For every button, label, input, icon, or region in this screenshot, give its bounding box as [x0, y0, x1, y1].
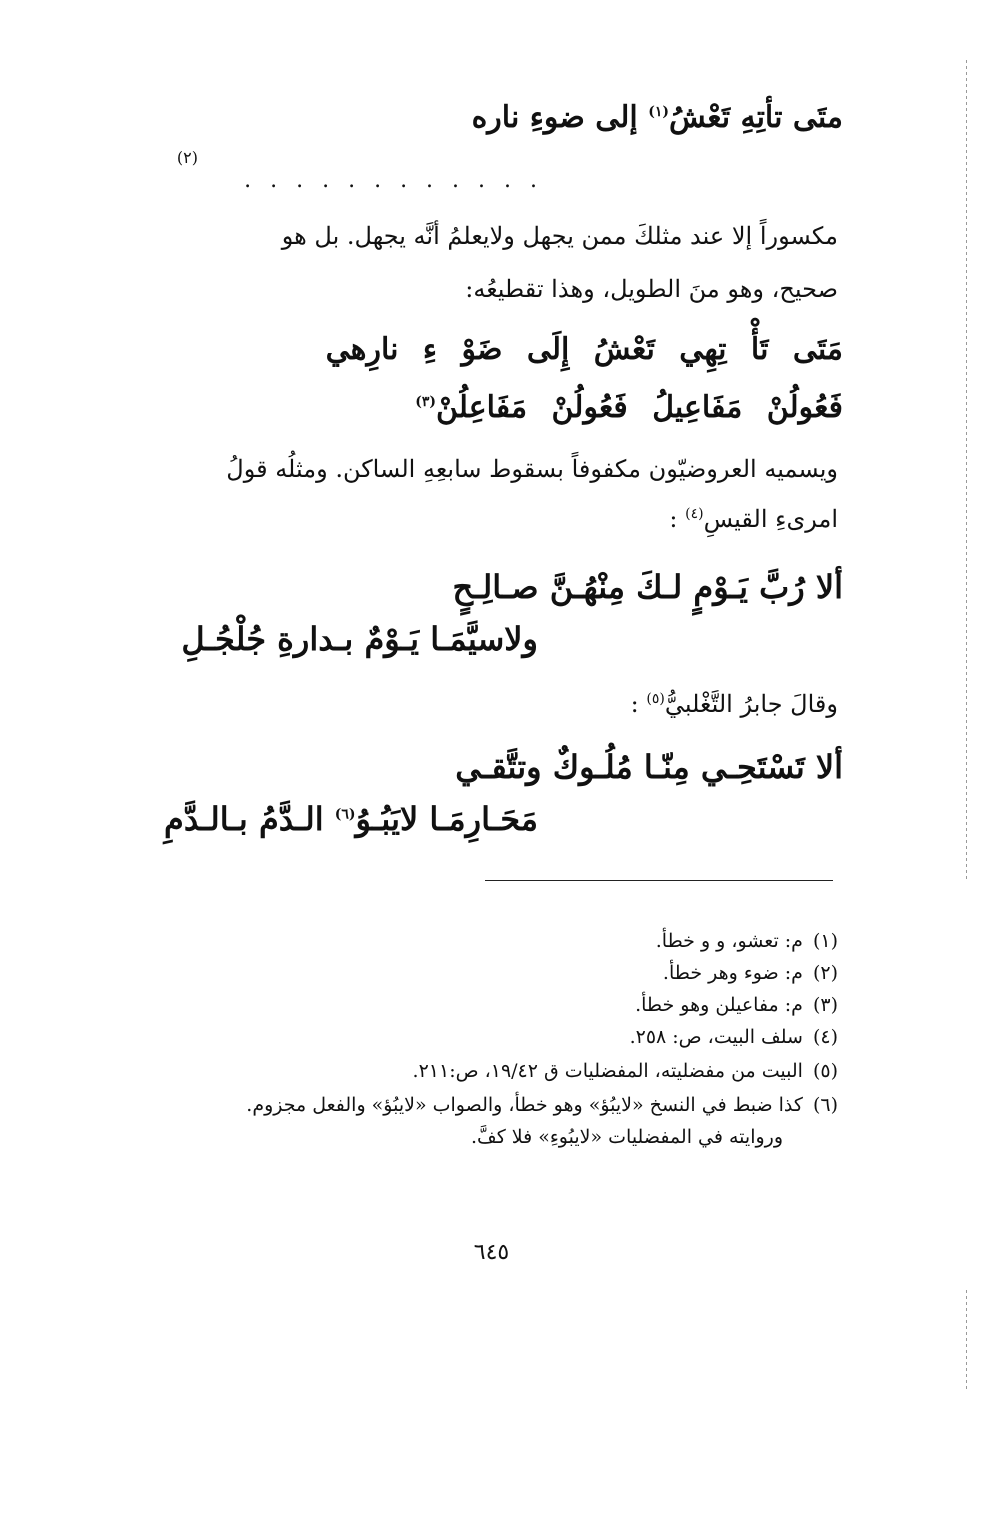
verse-top-rest: إلى ضوءِ ناره — [471, 100, 638, 135]
footnote-divider — [485, 880, 833, 881]
footnote-text: سلف البيت، ص: ٢٥٨. — [629, 1026, 803, 1048]
footnote-ref-1: (١) — [648, 104, 669, 120]
footnote-6-continued: وروايته في المفضليات «لايبُوءِ» فلا كفَّ. — [471, 1126, 783, 1148]
scansion-feet-line — [415, 390, 843, 425]
footnote-num: (٣) — [812, 994, 838, 1016]
scan-edge-mark-lower — [966, 1290, 967, 1390]
verse-top-line — [472, 100, 843, 135]
jabir-intro: وقالَ جابرُ التَّغْلبيُّ — [664, 690, 838, 718]
footnote-1 — [656, 930, 838, 952]
footnote-text: م: مفاعيلن وهو خطأ. — [635, 994, 803, 1016]
prose-line-4-text: امرىءِ القيسِ — [703, 505, 838, 533]
verse-jabir-2 — [164, 800, 538, 838]
footnote-ref-6: (٦) — [334, 806, 356, 823]
prose-line-3: ويسميه العروضيّون مكفوفاً بسقوط سابعِهِ الساكن. ومثلُه قولُ — [226, 455, 838, 483]
prose-line-4 — [138, 505, 838, 533]
footnote-num: (٢) — [812, 962, 838, 984]
footnote-ref-4: (٤) — [685, 506, 704, 522]
footnote-3 — [635, 994, 838, 1016]
footnote-num: (٤) — [812, 1026, 838, 1048]
footnote-text: كذا ضبط في النسخ «لايبُؤ» وهو خطأ، والصواب «لايبُؤ» والفعل مجزوم. — [246, 1094, 803, 1116]
scansion-words: مَتَى تَأْ تِهِي تَعْشُ إِلَى ضَوْ ءِ نارِهي — [325, 332, 843, 367]
verse-imru-2: ولاسيَّمَـا يَـوْمٌ بـدارةِ جُلْجُـلِ — [181, 620, 538, 658]
ellipsis-note: (٢) — [176, 148, 198, 167]
jabir-intro-line — [138, 690, 838, 718]
footnote-text: م: تعشو، و و خطأ. — [655, 930, 803, 952]
footnote-text: البيت من مفضليته، المفضليات ق ١٩/٤٢، ص:٢١١. — [412, 1060, 803, 1082]
prose-line-1: مكسوراً إلا عند مثلكَ ممن يجهل ولايعلمُ أنَّه يجهل. بل هو — [281, 222, 838, 250]
footnote-text: م: ضوء وهر خطأ. — [662, 962, 803, 984]
footnote-ref-3: (٣) — [415, 394, 436, 410]
page-number: ٦٤٥ — [473, 1240, 510, 1265]
footnote-num: (١) — [812, 930, 838, 952]
verse-imru-1: ألا رُبَّ يَـوْمٍ لـكَ مِنْهُـنَّ صـالِـحٍ — [452, 568, 843, 606]
footnote-ref-5: (٥) — [646, 691, 665, 707]
verse-jabir-2b: الـدَّمُ بـالـدَّمِ — [164, 800, 324, 838]
verse-top-text: متَى تأتِهِ تَعْشُ — [668, 100, 843, 135]
verse-jabir-2a: مَحَـارِمَـا لايَبُـوُ — [355, 800, 538, 838]
ellipsis-dots: . . . . . . . . . . . . — [244, 168, 543, 193]
footnote-4 — [630, 1026, 838, 1048]
colon: : — [669, 505, 678, 533]
colon-2: : — [630, 690, 639, 718]
verse-jabir-1: ألا تَسْتَحِـي مِنّـا مُلُـوكٌ وتتَّقـي — [455, 748, 843, 786]
footnote-2 — [663, 962, 838, 984]
scansion-feet: فَعُولُنْ مَفَاعِيلُ فَعُولُنْ مَفَاعِلُنْ — [435, 390, 843, 425]
footnote-num: (٥) — [812, 1060, 838, 1082]
footnote-5 — [413, 1060, 838, 1082]
prose-line-2: صحيح، وهو منَ الطويل، وهذا تقطيعُه: — [465, 275, 838, 303]
scan-edge-mark — [966, 60, 967, 880]
footnote-num: (٦) — [812, 1094, 838, 1116]
footnote-6 — [246, 1094, 838, 1116]
